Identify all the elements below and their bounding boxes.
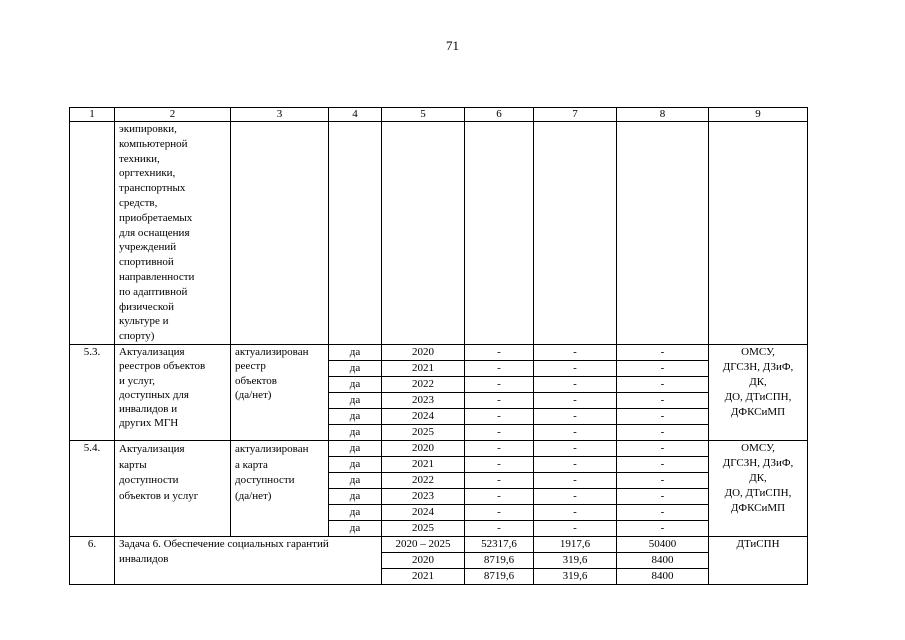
header-cell: 3 (231, 108, 329, 122)
table-row-continuation (70, 122, 808, 345)
value-cell: да (329, 425, 382, 441)
year-cell: 2022 (382, 473, 465, 489)
header-cell: 8 (617, 108, 709, 122)
header-cell: 2 (115, 108, 231, 122)
value-cell: - (617, 393, 709, 409)
value-cell: - (534, 361, 617, 377)
value-cell: 52317,6 (465, 537, 534, 553)
measure-name: Актуализация карты доступности объектов и услуг (115, 441, 231, 537)
indicator: актуализирован реестр объектов (да/нет) (231, 345, 329, 441)
value-cell: 8400 (617, 553, 709, 569)
value-cell: да (329, 409, 382, 425)
value-cell: - (465, 473, 534, 489)
value-cell: да (329, 393, 382, 409)
value-cell: - (617, 425, 709, 441)
year-cell: 2020 (382, 553, 465, 569)
year-cell: 2022 (382, 377, 465, 393)
executors: ОМСУ, ДГСЗН, ДЗиФ, ДК, ДО, ДТиСПН, ДФКСиМП (709, 441, 808, 537)
value-cell: - (617, 473, 709, 489)
value-cell: - (617, 489, 709, 505)
value-cell: - (617, 377, 709, 393)
header-cell: 6 (465, 108, 534, 122)
value-cell: да (329, 345, 382, 361)
continuation-text: экипировки, компьютерной техники, оргтехники, транспортных средств, приобретаемых для оснащения учреждений спортивной направленности по адаптивной физической культуре и спорту) (115, 122, 231, 345)
header-cell: 5 (382, 108, 465, 122)
value-cell: 50400 (617, 537, 709, 553)
task-title: Задача 6. Обеспечение социальных гарантий инвалидов (115, 537, 382, 585)
value-cell: - (465, 505, 534, 521)
year-cell: 2025 (382, 425, 465, 441)
value-cell: - (534, 345, 617, 361)
year-cell: 2024 (382, 409, 465, 425)
table-row (70, 441, 808, 457)
executors: ОМСУ, ДГСЗН, ДЗиФ, ДК, ДО, ДТиСПН, ДФКСиМП (709, 345, 808, 441)
value-cell: - (617, 361, 709, 377)
value-cell: - (617, 457, 709, 473)
value-cell: - (465, 345, 534, 361)
value-cell: - (534, 489, 617, 505)
value-cell: да (329, 457, 382, 473)
value-cell: да (329, 473, 382, 489)
header-cell: 1 (70, 108, 115, 122)
value-cell: - (465, 377, 534, 393)
header-cell: 4 (329, 108, 382, 122)
measure-name: Актуализация реестров объектов и услуг, доступных для инвалидов и других МГН (115, 345, 231, 441)
value-cell: - (534, 441, 617, 457)
header-cell: 9 (709, 108, 808, 122)
value-cell: 319,6 (534, 569, 617, 585)
value-cell: - (534, 457, 617, 473)
value-cell: - (465, 361, 534, 377)
value-cell: - (465, 409, 534, 425)
table-row (70, 345, 808, 361)
year-cell: 2023 (382, 489, 465, 505)
header-row (70, 108, 808, 122)
year-cell: 2020 – 2025 (382, 537, 465, 553)
indicator: актуализирован а карта доступности (да/нет) (231, 441, 329, 537)
year-cell: 2021 (382, 569, 465, 585)
value-cell: - (534, 425, 617, 441)
value-cell: - (534, 521, 617, 537)
program-table (69, 107, 808, 585)
table-row (70, 537, 808, 553)
page-number: 71 (446, 38, 459, 53)
value-cell: да (329, 377, 382, 393)
value-cell: - (465, 521, 534, 537)
year-cell: 2021 (382, 361, 465, 377)
header-cell: 7 (534, 108, 617, 122)
value-cell: - (465, 457, 534, 473)
value-cell: да (329, 489, 382, 505)
value-cell: 8719,6 (465, 553, 534, 569)
value-cell: - (465, 441, 534, 457)
value-cell: 319,6 (534, 553, 617, 569)
value-cell: - (465, 489, 534, 505)
row-number: 6. (70, 537, 115, 585)
executors: ДТиСПН (709, 537, 808, 585)
value-cell: да (329, 521, 382, 537)
year-cell: 2021 (382, 457, 465, 473)
value-cell: 1917,6 (534, 537, 617, 553)
value-cell: - (534, 505, 617, 521)
year-cell: 2020 (382, 345, 465, 361)
value-cell: да (329, 441, 382, 457)
value-cell: да (329, 361, 382, 377)
year-cell: 2020 (382, 441, 465, 457)
year-cell: 2023 (382, 393, 465, 409)
value-cell: - (617, 409, 709, 425)
value-cell: - (617, 345, 709, 361)
value-cell: да (329, 505, 382, 521)
value-cell: 8400 (617, 569, 709, 585)
value-cell: - (534, 393, 617, 409)
value-cell: - (465, 425, 534, 441)
value-cell: - (534, 377, 617, 393)
row-number: 5.4. (70, 441, 115, 537)
value-cell: - (534, 473, 617, 489)
value-cell: - (617, 521, 709, 537)
value-cell: - (617, 505, 709, 521)
value-cell: - (617, 441, 709, 457)
year-cell: 2024 (382, 505, 465, 521)
year-cell: 2025 (382, 521, 465, 537)
row-number: 5.3. (70, 345, 115, 441)
value-cell: - (534, 409, 617, 425)
value-cell: 8719,6 (465, 569, 534, 585)
value-cell: - (465, 393, 534, 409)
